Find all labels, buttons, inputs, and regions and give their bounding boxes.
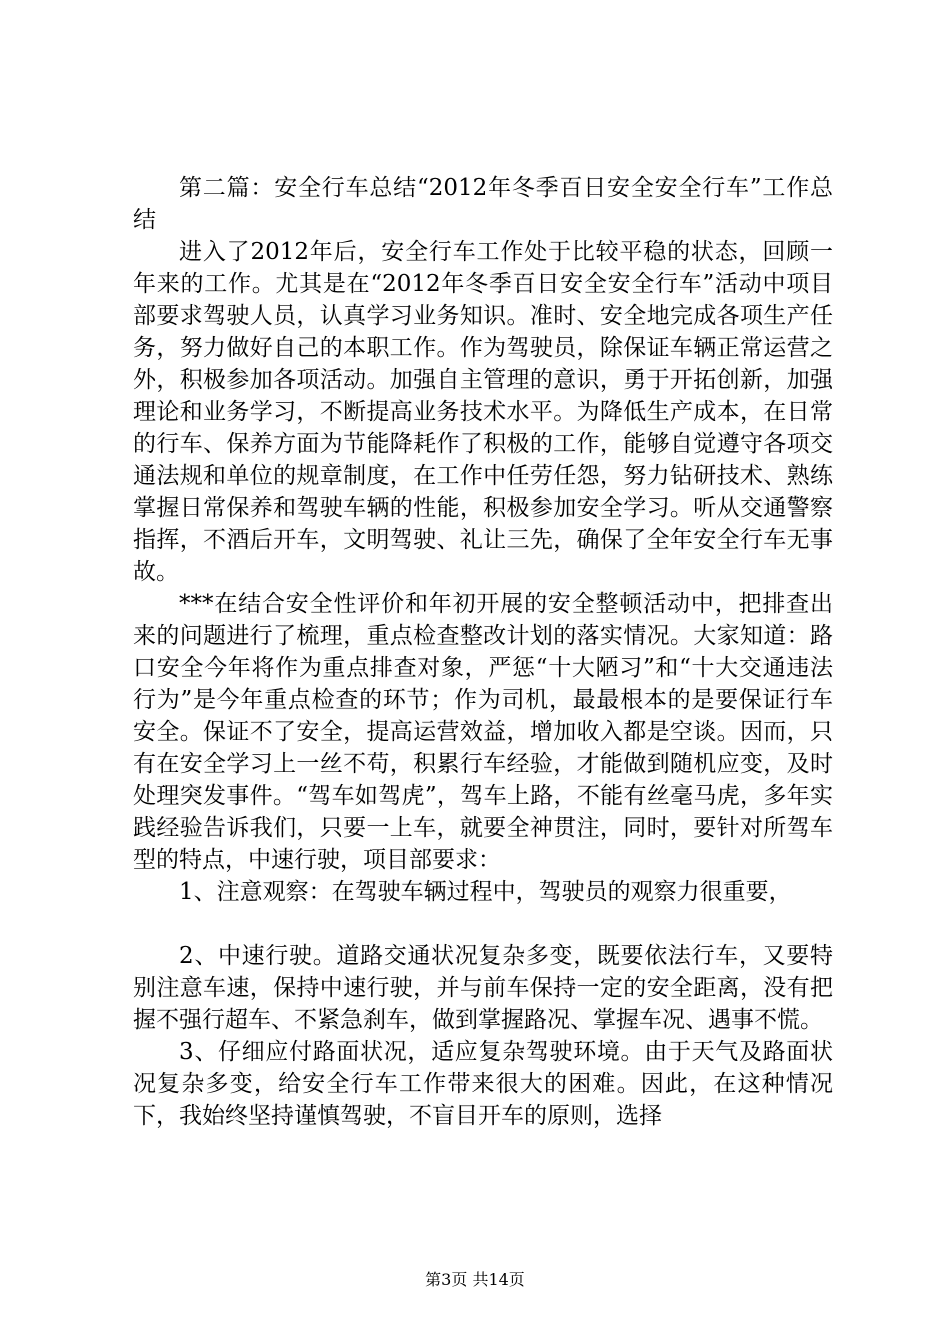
paragraph: 3、仔细应付路面状况，适应复杂驾驶环境。由于天气及路面状况复杂多变，给安全行车工作带来很大的困难。因此，在这种情况下，我始终坚持谨慎驾驶，不盲目开车的原则，选择 <box>133 1039 833 1129</box>
paragraph: 2、中速行驶。道路交通状况复杂多变，既要依法行车，又要特别注意车速，保持中速行驶，并与前车保持一定的安全距离，没有把握不强行超车、不紧急刹车，做到掌握路况、掌握车况、遇事不慌。 <box>133 943 833 1033</box>
paragraph: 1、注意观察：在驾驶车辆过程中，驾驶员的观察力很重要， <box>179 879 792 905</box>
document-body <box>133 172 833 1132</box>
page-footer: 第3页 共14页 <box>425 1270 525 1289</box>
paragraph: 进入了2012年后，安全行车工作处于比较平稳的状态，回顾一年来的工作。尤其是在“2012年冬季百日安全安全行车”活动中项目部要求驾驶人员，认真学习业务知识。准时、安全地完成各项生产任务，努力做好自己的本职工作。作为驾驶员，除保证车辆正常运营之外，积极参加各项活动。加强自主管理的意识，勇于开拓创新，加强理论和业务学习，不断提高业务技术水平。为降低生产成本，在日常的行车、保养方面为节能降耗作了积极的工作，能够自觉遵守各项交通法规和单位的规章制度，在工作中任劳任怨，努力钻研技术、熟练掌握日常保养和驾驶车辆的性能，积极参加安全学习。听从交通警察指挥，不酒后开车，文明驾驶、礼让三先，确保了全年安全行车无事故。 <box>133 239 833 585</box>
document-title: 第二篇：安全行车总结“2012年冬季百日安全安全行车”工作总结 <box>133 175 833 233</box>
paragraph: ***在结合安全性评价和年初开展的安全整顿活动中，把排查出来的问题进行了梳理，重点检查整改计划的落实情况。大家知道：路口安全今年将作为重点排查对象，严惩“十大陋习”和“十大交通违法行为”是今年重点检查的环节；作为司机，最最根本的是要保证行车安全。保证不了安全，提高运营效益，增加收入都是空谈。因而，只有在安全学习上一丝不苟，积累行车经验，才能做到随机应变，及时处理突发事件。“驾车如驾虎”，驾车上路，不能有丝毫马虎，多年实践经验告诉我们，只要一上车，就要全神贯注，同时，要针对所驾车型的特点，中速行驶，项目部要求： <box>133 591 833 873</box>
